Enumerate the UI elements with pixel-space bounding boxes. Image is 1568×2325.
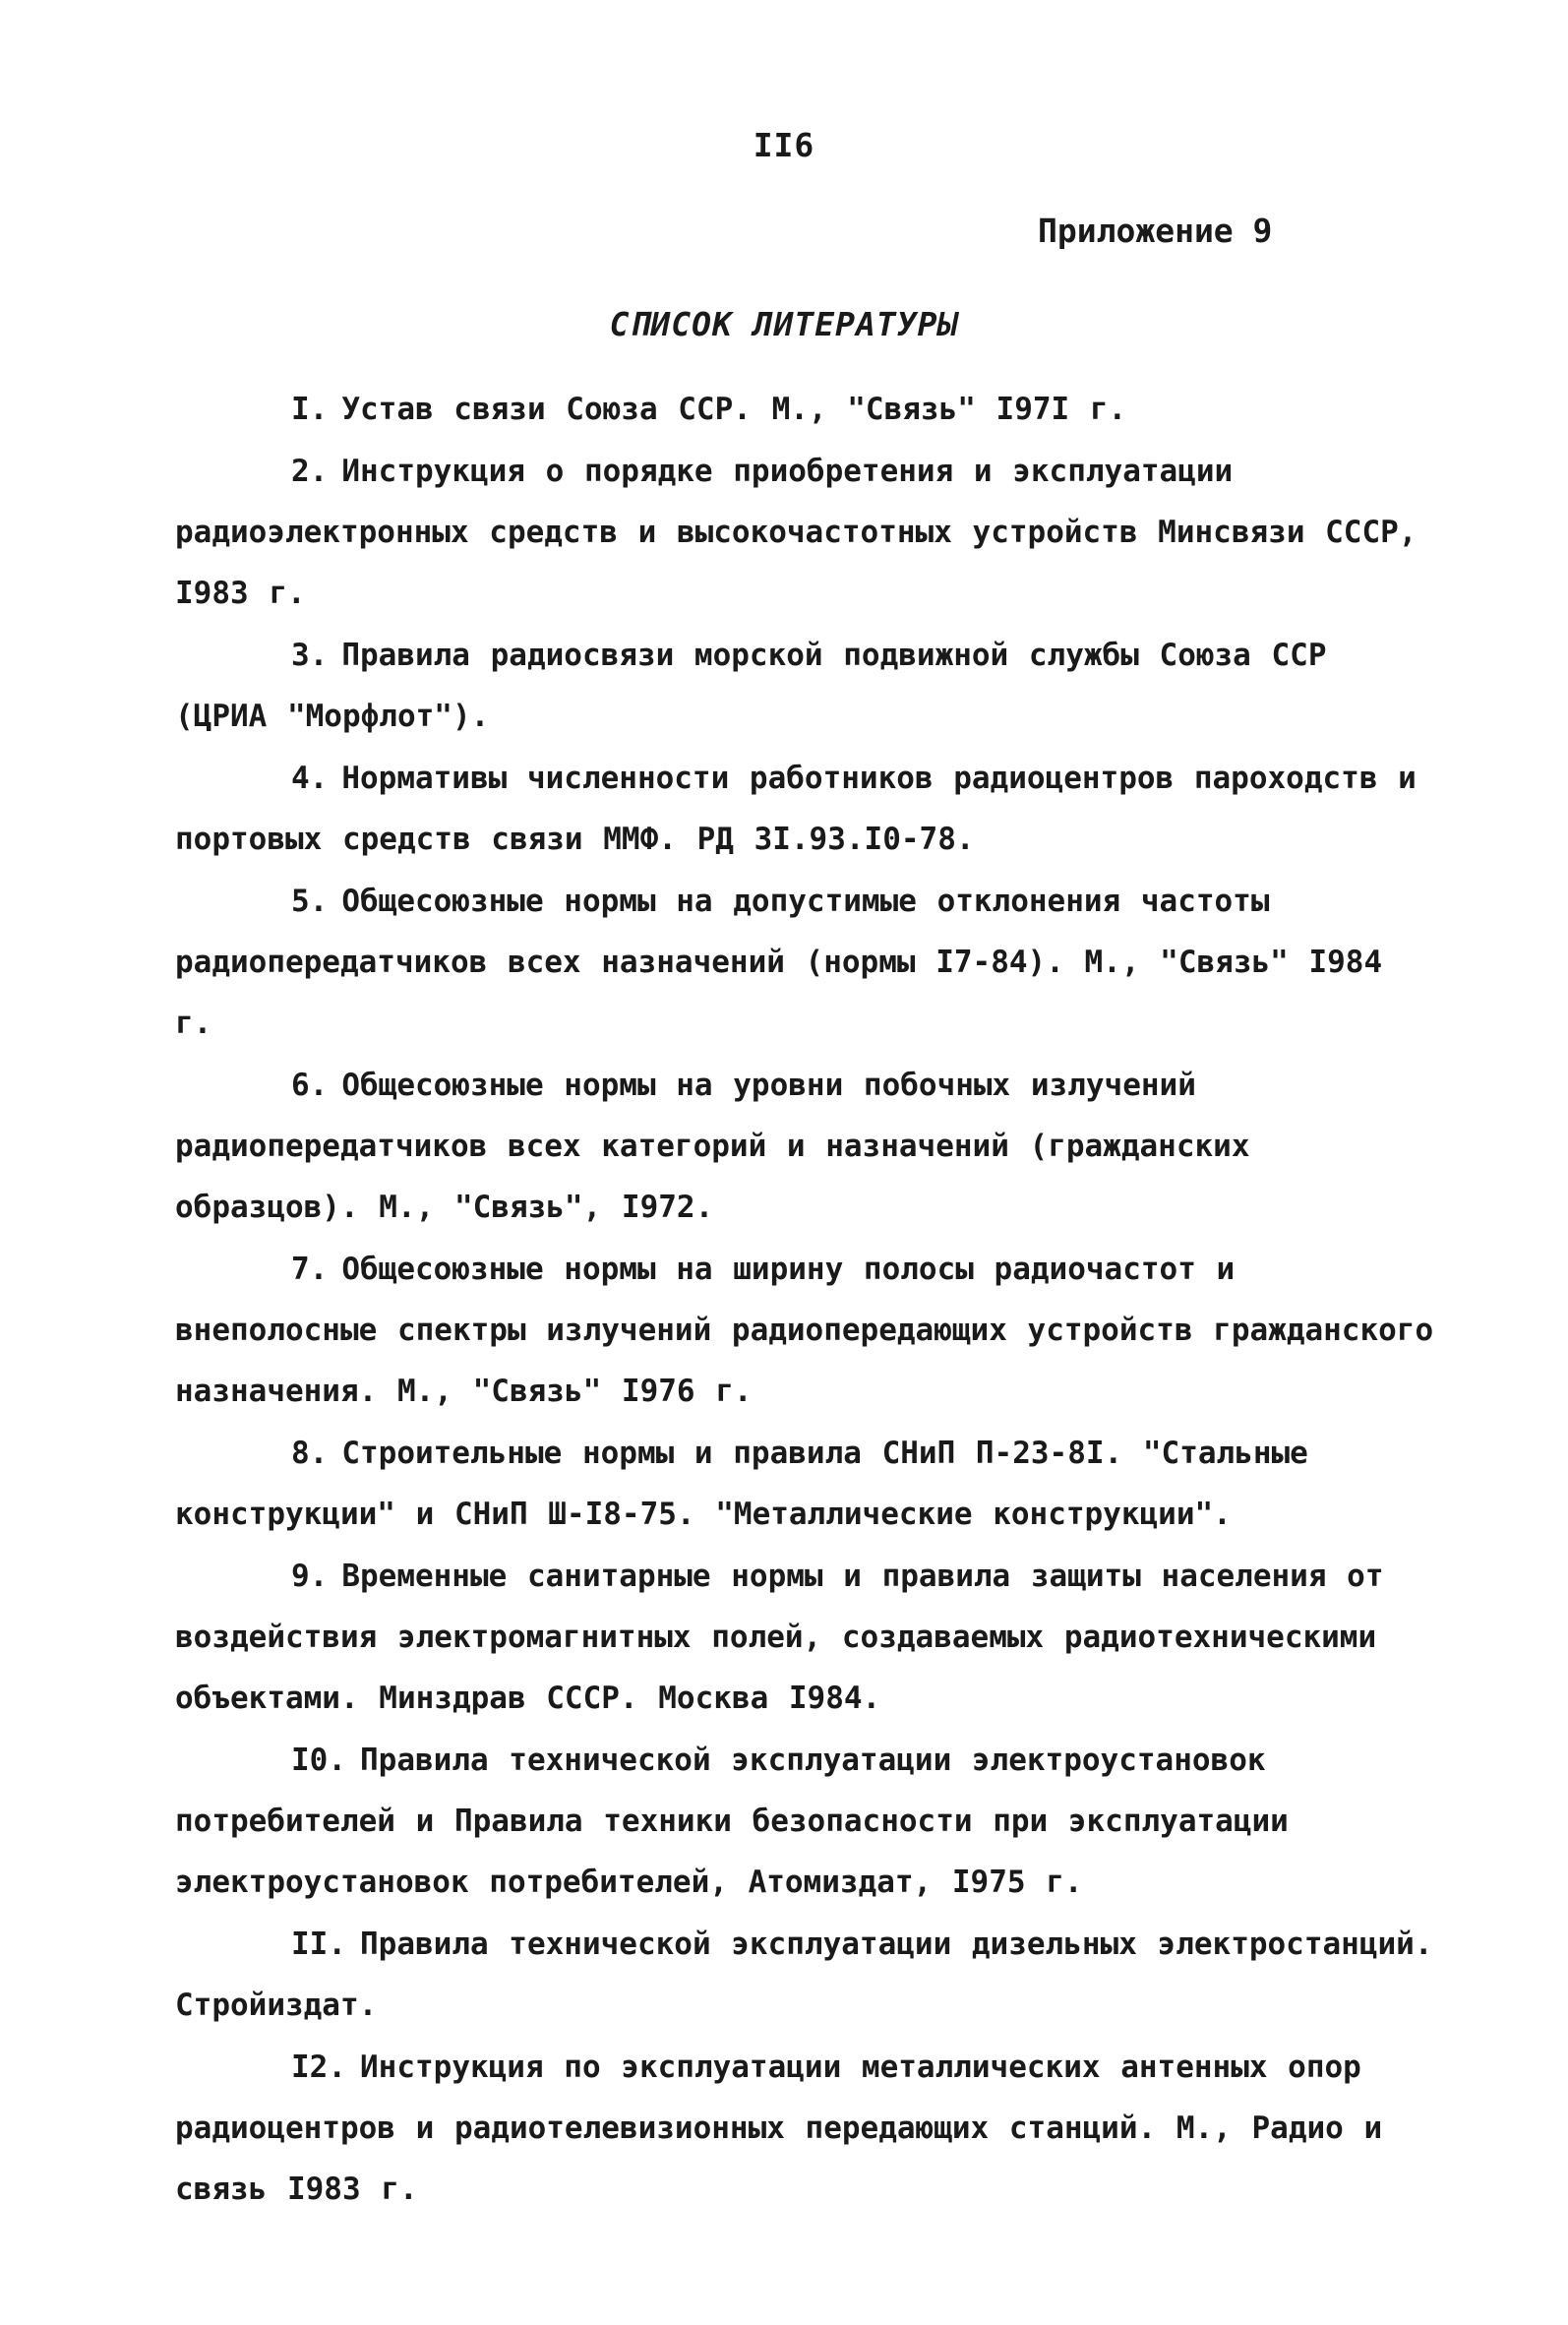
- page-number: II6: [753, 126, 815, 164]
- reference-number: II.: [291, 1927, 346, 1962]
- reference-text: Строительные нормы и правила СНиП П-23-8I. "Стальные конструкции" и СНиП Ш-I8-75. "Металлические конструкции".: [175, 1436, 1308, 1532]
- reference-item: [175, 871, 1434, 1054]
- reference-number: 5.: [291, 884, 329, 919]
- reference-item: [175, 1423, 1434, 1545]
- reference-number: 2.: [291, 454, 329, 489]
- reference-text: Правила технической эксплуатации дизельных электростанций. Стройиздат.: [175, 1927, 1433, 2023]
- reference-number: 6.: [291, 1068, 329, 1103]
- reference-text: Правила технической эксплуатации электроустановок потребителей и Правила техники безопасности при эксплуатации электроустановок потребителей, Атомиздат, I975 г.: [175, 1743, 1289, 1900]
- reference-number: 9.: [291, 1559, 329, 1594]
- reference-number: I2.: [291, 2050, 346, 2085]
- reference-text: Нормативы численности работников радиоцентров пароходств и портовых средств связи ММФ. РД 3I.93.I0-78.: [175, 761, 1417, 857]
- reference-list: [175, 379, 1434, 2221]
- reference-item: [175, 1239, 1434, 1422]
- reference-text: Правила радиосвязи морской подвижной службы Союза ССР (ЦРИА "Морфлот").: [175, 638, 1327, 734]
- appendix-label: Приложение 9: [1038, 212, 1273, 250]
- reference-item: [175, 1055, 1434, 1238]
- bibliography-heading: СПИСОК ЛИТЕРАТУРЫ: [609, 305, 959, 343]
- reference-item: [175, 1546, 1434, 1729]
- reference-text: Инструкция по эксплуатации металлических антенных опор радиоцентров и радиотелевизионных передающих станций. М., Радио и связь I983 г.: [175, 2050, 1383, 2207]
- reference-text: Общесоюзные нормы на уровни побочных излучений радиопередатчиков всех категорий и назначений (гражданских образцов). М., "Связь", I972.: [175, 1068, 1250, 1225]
- reference-item: [175, 1914, 1434, 2036]
- reference-number: 7.: [291, 1252, 329, 1287]
- reference-item: [175, 441, 1434, 624]
- reference-number: 8.: [291, 1436, 329, 1471]
- reference-text: Временные санитарные нормы и правила защиты населения от воздействия электромагнитных полей, создаваемых радиотехническими объектами. Минздрав СССР. Москва I984.: [175, 1559, 1384, 1716]
- reference-item: [175, 2037, 1434, 2220]
- reference-number: 4.: [291, 761, 329, 796]
- reference-text: Общесоюзные нормы на ширину полосы радиочастот и внеполосные спектры излучений радиопередающих устройств гражданского назначения. М., "Связь" I976 г.: [175, 1252, 1434, 1409]
- reference-item: [175, 748, 1434, 870]
- reference-item: [175, 625, 1434, 747]
- reference-number: 3.: [291, 638, 329, 673]
- reference-number: I.: [291, 392, 329, 427]
- reference-item: [175, 379, 1434, 440]
- reference-text: Инструкция о порядке приобретения и эксплуатации радиоэлектронных средств и высокочастотных устройств Минсвязи СССР, I983 г.: [175, 454, 1417, 611]
- reference-text: Общесоюзные нормы на допустимые отклонения частоты радиопередатчиков всех назначений (нормы I7-84). М., "Связь" I984 г.: [175, 884, 1383, 1041]
- reference-item: [175, 1730, 1434, 1913]
- reference-text: Устав связи Союза ССР. М., "Связь" I97I г.: [341, 392, 1127, 427]
- reference-number: I0.: [291, 1743, 346, 1778]
